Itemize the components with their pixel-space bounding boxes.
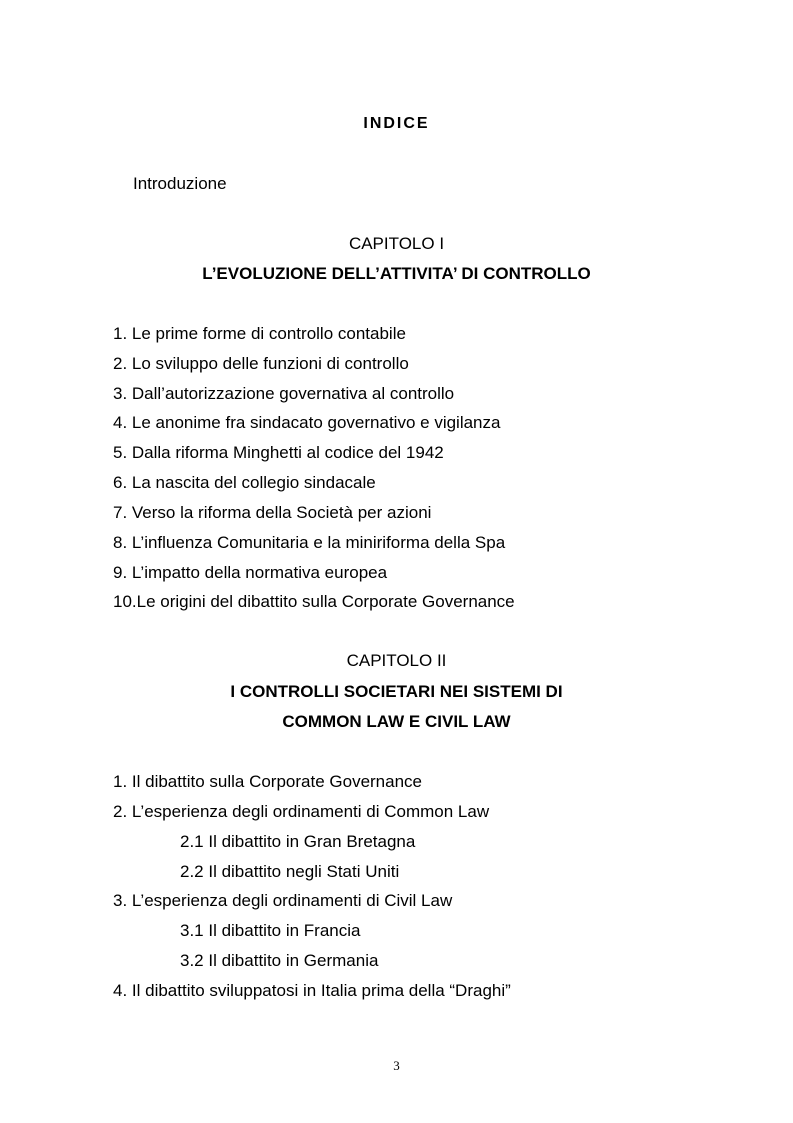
chapter2-item-2: 2. L’esperienza degli ordinamenti di Common Law [113, 802, 490, 821]
chapter1-item-4: 4. Le anonime fra sindacato governativo e vigilanza [113, 413, 501, 432]
chapter2-subitem-2-1: 2.1 Il dibattito in Gran Bretagna [180, 832, 416, 851]
chapter1-item-3: 3. Dall’autorizzazione governativa al controllo [113, 384, 455, 403]
chapter2-item-4: 4. Il dibattito sviluppatosi in Italia prima della “Draghi” [113, 981, 511, 1000]
chapter1-item-5: 5. Dalla riforma Minghetti al codice del 1942 [113, 443, 444, 462]
chapter2-title-line2: COMMON LAW E CIVIL LAW [282, 712, 511, 731]
chapter1-item-9: 9. L’impatto della normativa europea [113, 563, 388, 582]
chapter2-subitem-3-2: 3.2 Il dibattito in Germania [180, 951, 379, 970]
chapter1-item-1: 1. Le prime forme di controllo contabile [113, 324, 406, 343]
chapter1-item-6: 6. La nascita del collegio sindacale [113, 473, 376, 492]
chapter2-subitem-3-1: 3.1 Il dibattito in Francia [180, 921, 361, 940]
introduction-entry: Introduzione [133, 174, 227, 193]
chapter1-item-10: 10.Le origini del dibattito sulla Corporate Governance [113, 592, 515, 611]
chapter2-subitem-2-2: 2.2 Il dibattito negli Stati Uniti [180, 862, 400, 881]
chapter1-label: CAPITOLO I [348, 234, 445, 253]
page-number: 3 [393, 1058, 400, 1073]
chapter1-item-7: 7. Verso la riforma della Società per azioni [113, 503, 432, 522]
index-title: INDICE [363, 115, 430, 132]
chapter1-title: L’EVOLUZIONE DELL’ATTIVITA’ DI CONTROLLO [202, 264, 591, 283]
chapter2-item-1: 1. Il dibattito sulla Corporate Governance [113, 772, 423, 791]
chapter2-title-line1: I CONTROLLI SOCIETARI NEI SISTEMI DI [230, 682, 563, 701]
chapter1-item-8: 8. L’influenza Comunitaria e la miniriforma della Spa [113, 533, 506, 552]
chapter2-item-3: 3. L’esperienza degli ordinamenti di Civil Law [113, 891, 453, 910]
chapter2-label: CAPITOLO II [346, 651, 447, 670]
chapter1-item-2: 2. Lo sviluppo delle funzioni di controllo [113, 354, 409, 373]
